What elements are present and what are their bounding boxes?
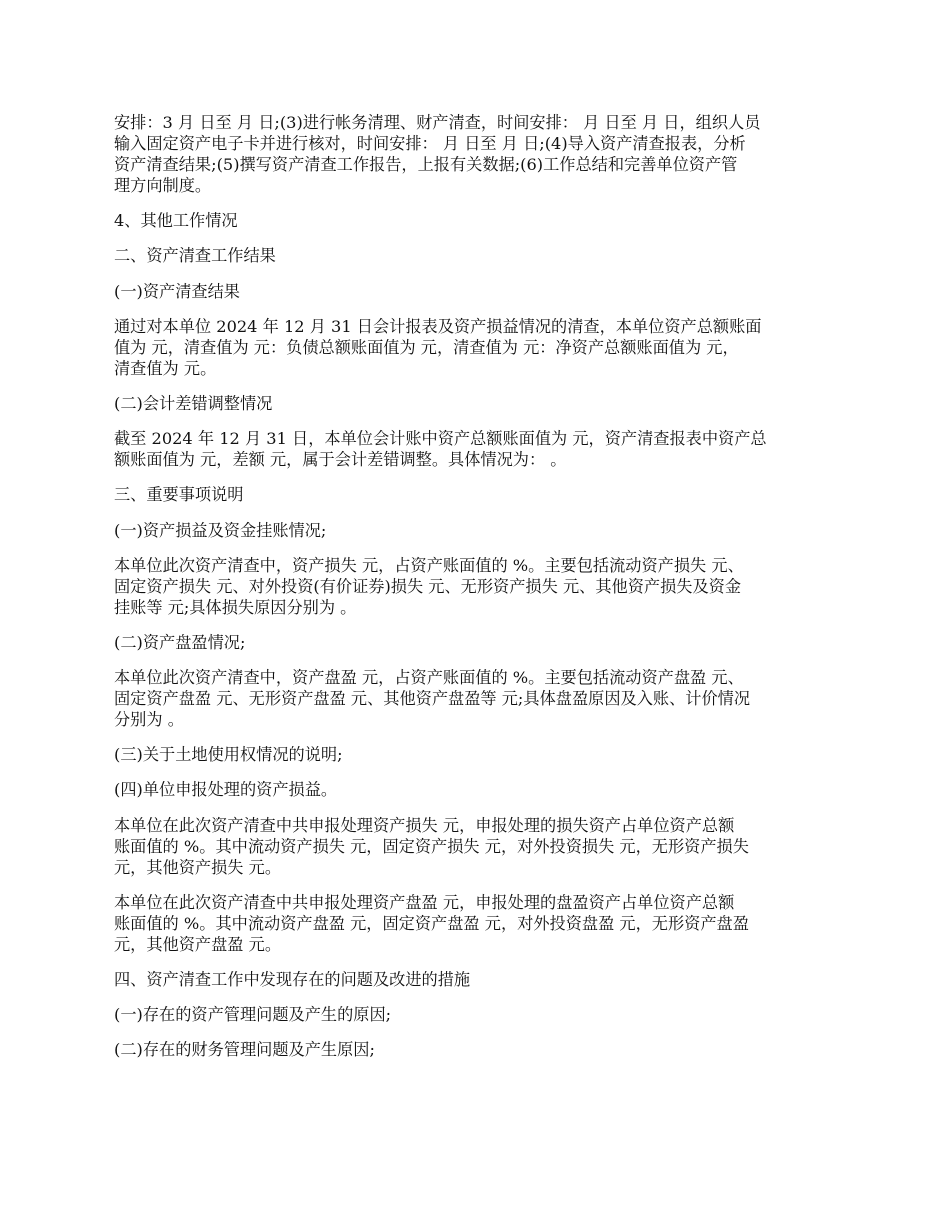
text-line: (一)存在的资产管理问题及产生的原因; <box>114 1005 392 1025</box>
text-line: (二)会计差错调整情况 <box>114 393 273 413</box>
paragraph <box>114 520 840 541</box>
text-line: 三、重要事项说明 <box>114 485 244 505</box>
text-line: 元，其他资产损失 元。 <box>114 857 282 877</box>
paragraph <box>114 744 840 765</box>
paragraph <box>114 210 840 231</box>
text-line: 额账面值为 元，差额 元，属于会计差错调整。具体情况为： 。 <box>114 450 567 470</box>
text-line: 理方向制度。 <box>114 176 212 195</box>
text-line: (一)资产损益及资金挂账情况; <box>114 520 327 540</box>
text-line: 元，其他资产盘盈 元。 <box>114 934 282 954</box>
paragraph <box>114 1039 840 1060</box>
text-line: 挂账等 元;具体损失原因分别为 。 <box>114 597 357 617</box>
text-line: 二、资产清查工作结果 <box>114 246 276 266</box>
paragraph <box>114 484 840 505</box>
text-line: 本单位在此次资产清查中共申报处理资产盘盈 元，申报处理的盘盈资产占单位资产总额 <box>114 892 735 912</box>
paragraph <box>114 632 840 653</box>
paragraph <box>114 969 840 990</box>
paragraph <box>114 316 840 379</box>
text-line: 固定资产损失 元、对外投资(有价证券)损失 元、无形资产损失 元、其他资产损失及资金 <box>114 576 742 596</box>
text-line: 账面值的 %。其中流动资产损失 元，固定资产损失 元，对外投资损失 元，无形资产损失 <box>114 836 749 856</box>
paragraph <box>114 281 840 302</box>
paragraph <box>114 892 840 955</box>
text-line: 4、其他工作情况 <box>114 211 238 231</box>
text-line: 固定资产盘盈 元、无形资产盘盈 元、其他资产盘盈等 元;具体盘盈原因及入账、计价情况 <box>114 689 751 709</box>
paragraph <box>114 112 840 196</box>
text-line: 本单位此次资产清查中，资产盘盈 元，占资产账面值的 %。主要包括流动资产盘盈 元、 <box>114 668 744 688</box>
paragraph <box>114 245 840 266</box>
text-line: 清查值为 元。 <box>114 358 217 378</box>
paragraph <box>114 779 840 800</box>
text-line: (二)资产盘盈情况; <box>114 632 246 652</box>
paragraph <box>114 428 840 470</box>
text-line: 值为 元，清查值为 元：负债总额账面值为 元，清查值为 元：净资产总额账面值为 元， <box>114 337 739 357</box>
paragraph <box>114 667 840 730</box>
paragraph <box>114 555 840 618</box>
text-line: (一)资产清查结果 <box>114 281 240 301</box>
text-line: 四、资产清查工作中发现存在的问题及改进的措施 <box>114 970 471 989</box>
paragraph <box>114 815 840 878</box>
text-line: 账面值的 %。其中流动资产盘盈 元，固定资产盘盈 元，对外投资盘盈 元，无形资产盘盈 <box>114 913 749 933</box>
text-line: (三)关于土地使用权情况的说明; <box>114 745 343 765</box>
text-line: 输入固定资产电子卡并进行核对，时间安排： 月 日至 月 日;(4)导入资产清查报表，分析 <box>114 134 746 153</box>
text-line: 资产清查结果;(5)撰写资产清查工作报告，上报有关数据;(6)工作总结和完善单位资产管 <box>114 155 738 174</box>
text-line: 安排：3 月 日至 月 日;(3)进行帐务清理、财产清查，时间安排： 月 日至 月 日，组织人员 <box>114 113 761 132</box>
document-page <box>114 112 840 1075</box>
text-line: 本单位此次资产清查中，资产损失 元，占资产账面值的 %。主要包括流动资产损失 元、 <box>114 555 744 575</box>
text-line: 分别为 。 <box>114 710 184 730</box>
paragraph <box>114 1004 840 1025</box>
text-line: (二)存在的财务管理问题及产生原因; <box>114 1040 375 1060</box>
paragraph <box>114 393 840 414</box>
text-line: 本单位在此次资产清查中共申报处理资产损失 元，申报处理的损失资产占单位资产总额 <box>114 815 735 835</box>
text-line: (四)单位申报处理的资产损益。 <box>114 780 338 800</box>
text-line: 通过对本单位 2024 年 12 月 31 日会计报表及资产损益情况的清查，本单位资产总额账面 <box>114 316 762 336</box>
text-line: 截至 2024 年 12 月 31 日，本单位会计账中资产总额账面值为 元，资产清查报表中资产总 <box>114 429 767 449</box>
